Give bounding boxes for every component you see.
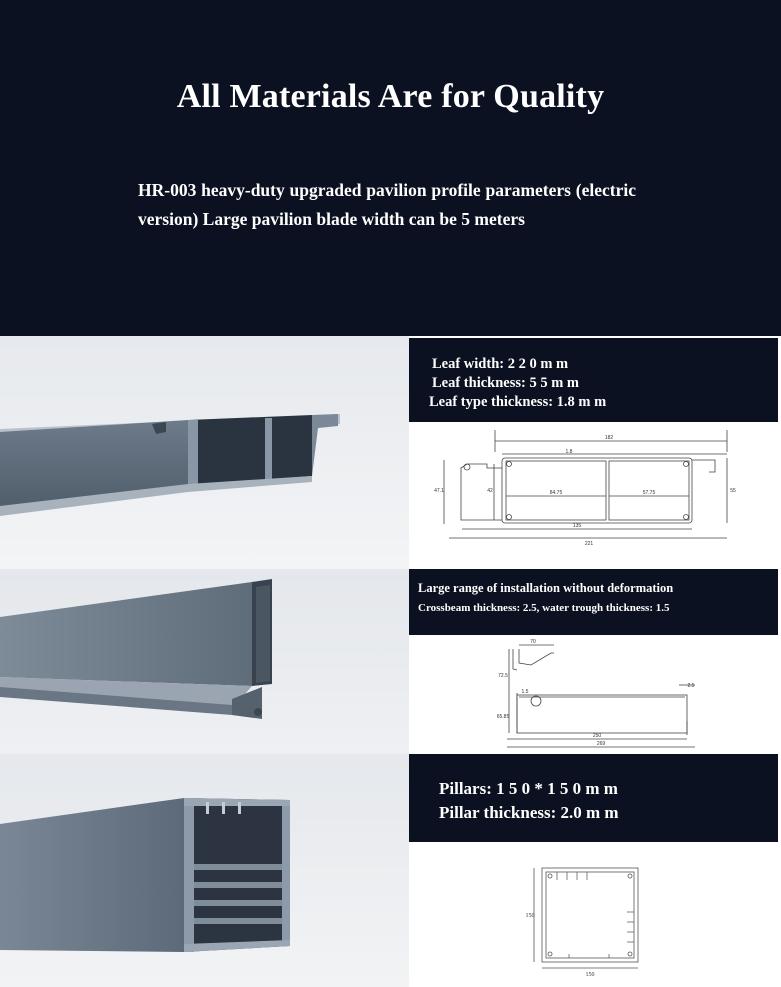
crossbeam-profile-photo <box>0 569 409 754</box>
dim-cell-right: 57.75 <box>642 490 656 496</box>
pillar-technical-drawing <box>409 842 778 987</box>
dim-small: 1.8 <box>565 449 573 455</box>
pillar-spec-panel <box>409 754 778 842</box>
dim-right-small: 2.5 <box>687 683 695 689</box>
dim-right: 55 <box>730 488 736 494</box>
installation-spec: Large range of installation without deformation <box>418 581 674 595</box>
pillar-thickness-spec: Pillar thickness: 2.0 m m <box>439 803 619 822</box>
dim-bottom: 150 <box>585 972 595 978</box>
dim-top: 70 <box>530 639 536 645</box>
dim-bottom-inner: 250 <box>592 733 602 739</box>
crossbeam-thickness-spec: Crossbeam thickness: 2.5, water trough thickness: 1.5 <box>418 602 670 614</box>
leaf-thickness-spec: Leaf thickness: 5 5 m m <box>432 375 580 391</box>
product-description: HR-003 heavy-duty upgraded pavilion profile parameters (electric version) Large pavilion blade width can be 5 meters <box>138 180 636 229</box>
pillar-size-spec: Pillars: 1 5 0 * 1 5 0 m m <box>439 779 618 798</box>
dim-left: 150 <box>525 913 535 919</box>
dim-bottom-outer: 269 <box>596 741 606 747</box>
dim-bottom-outer: 221 <box>584 541 594 547</box>
leaf-width-spec: Leaf width: 2 2 0 m m <box>432 356 569 372</box>
dim-left-outer: 47.1 <box>434 488 444 494</box>
dim-inner-small: 1.5 <box>521 689 529 695</box>
crossbeam-technical-drawing <box>409 635 778 754</box>
leaf-spec-panel <box>409 338 778 422</box>
pillar-profile-photo <box>0 754 409 987</box>
hero-banner <box>0 0 781 336</box>
leaf-profile-photo <box>0 336 409 569</box>
page-title: All Materials Are for Quality <box>176 78 605 115</box>
dim-left-inner: 42 <box>487 488 493 494</box>
dim-left-lower: 65.85 <box>496 714 510 720</box>
crossbeam-spec-panel <box>409 569 778 635</box>
leaf-type-thickness-spec: Leaf type thickness: 1.8 m m <box>429 394 607 410</box>
leaf-technical-drawing <box>409 422 778 568</box>
dim-top: 182 <box>604 435 614 441</box>
dim-cell-left: 84.75 <box>549 490 563 496</box>
dim-bottom-inner: 135 <box>572 523 582 529</box>
dim-left-upper: 72.5 <box>498 673 508 679</box>
